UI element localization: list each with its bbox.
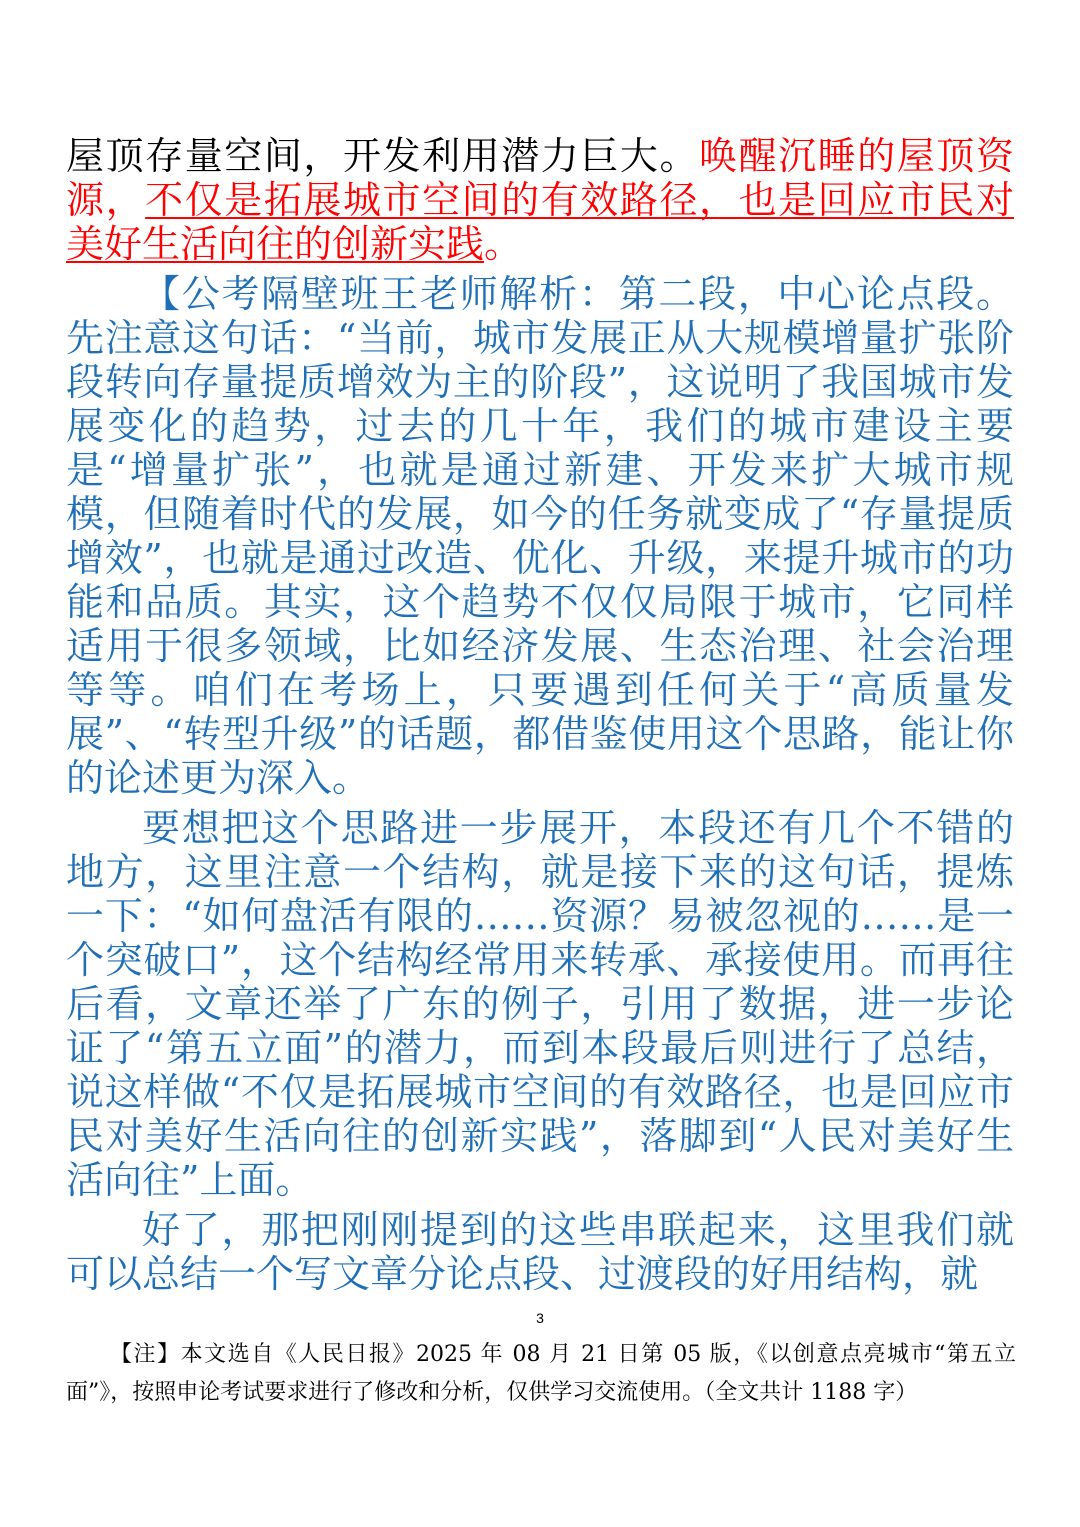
intro-plain-text: 屋顶存量空间，开发利用潜力巨大。 <box>66 134 700 178</box>
article-intro-paragraph <box>66 134 1014 266</box>
intro-underlined-highlight: 不仅是拓展城市空间的有效路径，也是回应市民对美好生活向往的创新实践 <box>66 178 1014 266</box>
analysis-paragraph-2: 要想把这个思路进一步展开，本段还有几个不错的地方，这里注意一个结构，就是接下来的这句话，提炼一下：“如何盘活有限的……资源？易被忽视的……是一个突破口”，这个结构经常用来转承、承接使用。而再往后看，文章还举了广东的例子，引用了数据，进一步论证了“第五立面”的潜力，而到本段最后则进行了总结，说这样做“不仅是拓展城市空间的有效路径，也是回应市民对美好生活向往的创新实践”，落脚到“人民对美好生活向往”上面。 <box>66 806 1014 1202</box>
article-body <box>66 134 1014 1296</box>
intro-end-punctuation: 。 <box>484 222 523 266</box>
analysis-paragraph-1: 【公考隔壁班王老师解析：第二段，中心论点段。先注意这句话：“当前，城市发展正从大规模增量扩张阶段转向存量提质增效为主的阶段”，这说明了我国城市发展变化的趋势，过去的几十年，我们的城市建设主要是“增量扩张”，也就是通过新建、开发来扩大城市规模，但随着时代的发展，如今的任务就变成了“存量提质增效”，也就是通过改造、优化、升级，来提升城市的功能和品质。其实，这个趋势不仅仅局限于城市，它同样适用于很多领域，比如经济发展、生态治理、社会治理等等。咱们在考场上，只要遇到任何关于“高质量发展”、“转型升级”的话题，都借鉴使用这个思路，能让你的论述更为深入。 <box>66 272 1014 800</box>
intro-highlight-text: 唤醒沉睡的屋顶资源， <box>66 134 1014 222</box>
analysis-paragraph-3: 好了，那把刚刚提到的这些串联起来，这里我们就可以总结一个写文章分论点段、过渡段的好用结构，就 <box>66 1208 1014 1296</box>
source-footnote: 【注】本文选自《人民日报》2025 年 08 月 21 日第 05 版，《以创意点亮城市“第五立面”》，按照申论考试要求进行了修改和分析，仅供学习交流使用。（全文共计 1188 字） <box>66 1342 1016 1405</box>
page-number: 3 <box>536 1310 544 1326</box>
